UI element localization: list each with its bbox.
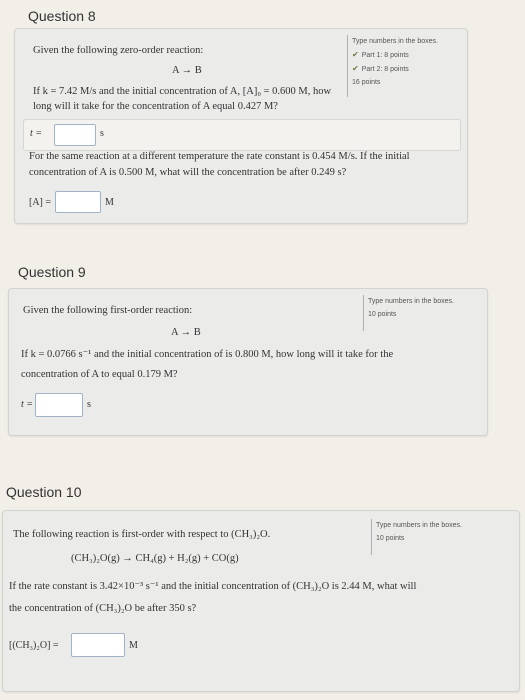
- q8-scoring-panel: [347, 35, 438, 97]
- q8-reaction: A → B: [172, 65, 202, 76]
- q8-body-line1: If k = 7.42 M/s and the initial concentration of A, [A]₀ = 0.600 M, how: [33, 86, 332, 97]
- q9-intro: Given the following first-order reaction:: [23, 305, 193, 316]
- q8-ans1-label: t =: [30, 128, 43, 139]
- q9-side-points: 10 points: [368, 311, 397, 318]
- q9-ans-label: t =: [21, 399, 34, 410]
- q10-side-title: Type numbers in the boxes.: [376, 522, 462, 529]
- check-icon: ✔: [352, 50, 359, 59]
- q9-body-line1: If k = 0.0766 s⁻¹ and the initial concentration of is 0.800 M, how long will it take for the: [21, 349, 394, 360]
- q8-side-part2: [352, 62, 438, 76]
- q9-body-line2: concentration of A to equal 0.179 M?: [21, 369, 178, 380]
- q9-time-input[interactable]: [35, 393, 83, 417]
- q9-scoring-panel: [363, 295, 454, 331]
- question-9-title: Question 9: [18, 264, 86, 280]
- check-icon: ✔: [352, 64, 359, 73]
- q8-ans2-label: [A] =: [29, 197, 52, 208]
- question-10-title: Question 10: [6, 484, 82, 500]
- q10-side-points: 10 points: [376, 535, 405, 542]
- q8-side-total: 16 points: [352, 79, 381, 86]
- question-10-panel: [2, 510, 520, 692]
- q8-time-input[interactable]: [54, 124, 96, 146]
- q10-reaction: (CH₃)₂O(g) → CH₄(g) + H₂(g) + CO(g): [71, 553, 239, 564]
- q9-ans-unit: s: [87, 399, 91, 410]
- q8-intro: Given the following zero-order reaction:: [33, 45, 204, 56]
- q10-scoring-panel: [371, 519, 462, 555]
- q10-intro: The following reaction is first-order with respect to (CH₃)₂O.: [13, 529, 271, 540]
- q8-side-part1: [352, 48, 438, 62]
- q10-ans-label: [(CH₃)₂O] =: [9, 640, 59, 651]
- q8-body-line2: long will it take for the concentration of A equal 0.427 M?: [33, 101, 278, 112]
- q10-ans-unit: M: [129, 640, 138, 651]
- q10-body-line2: the concentration of (CH₃)₂O be after 350 s?: [9, 603, 197, 614]
- q9-side-title: Type numbers in the boxes.: [368, 298, 454, 305]
- q10-concentration-input[interactable]: [71, 633, 125, 657]
- question-8-panel: [14, 28, 468, 224]
- q8-side-title: Type numbers in the boxes.: [352, 38, 438, 45]
- question-8-title: Question 8: [28, 8, 96, 24]
- q8-part1-answer-area: [23, 119, 461, 151]
- q8-part2-points: Part 2: 8 points: [361, 66, 409, 73]
- q8-ans2-unit: M: [105, 197, 114, 208]
- question-9-panel: [8, 288, 488, 436]
- q8-concentration-input[interactable]: [55, 191, 101, 213]
- q8-ans1-unit: s: [100, 128, 104, 139]
- q9-reaction: A → B: [171, 327, 201, 338]
- q10-body-line1: If the rate constant is 3.42×10⁻³ s⁻¹ and the initial concentration of (CH₃)₂O is 2.44 M, what will: [9, 581, 417, 592]
- q8-part2-line1: For the same reaction at a different temperature the rate constant is 0.454 M/s. If the initial: [29, 151, 410, 162]
- q8-part1-points: Part 1: 8 points: [361, 52, 409, 59]
- q8-part2-line2: concentration of A is 0.500 M, what will the concentration be after 0.249 s?: [29, 167, 347, 178]
